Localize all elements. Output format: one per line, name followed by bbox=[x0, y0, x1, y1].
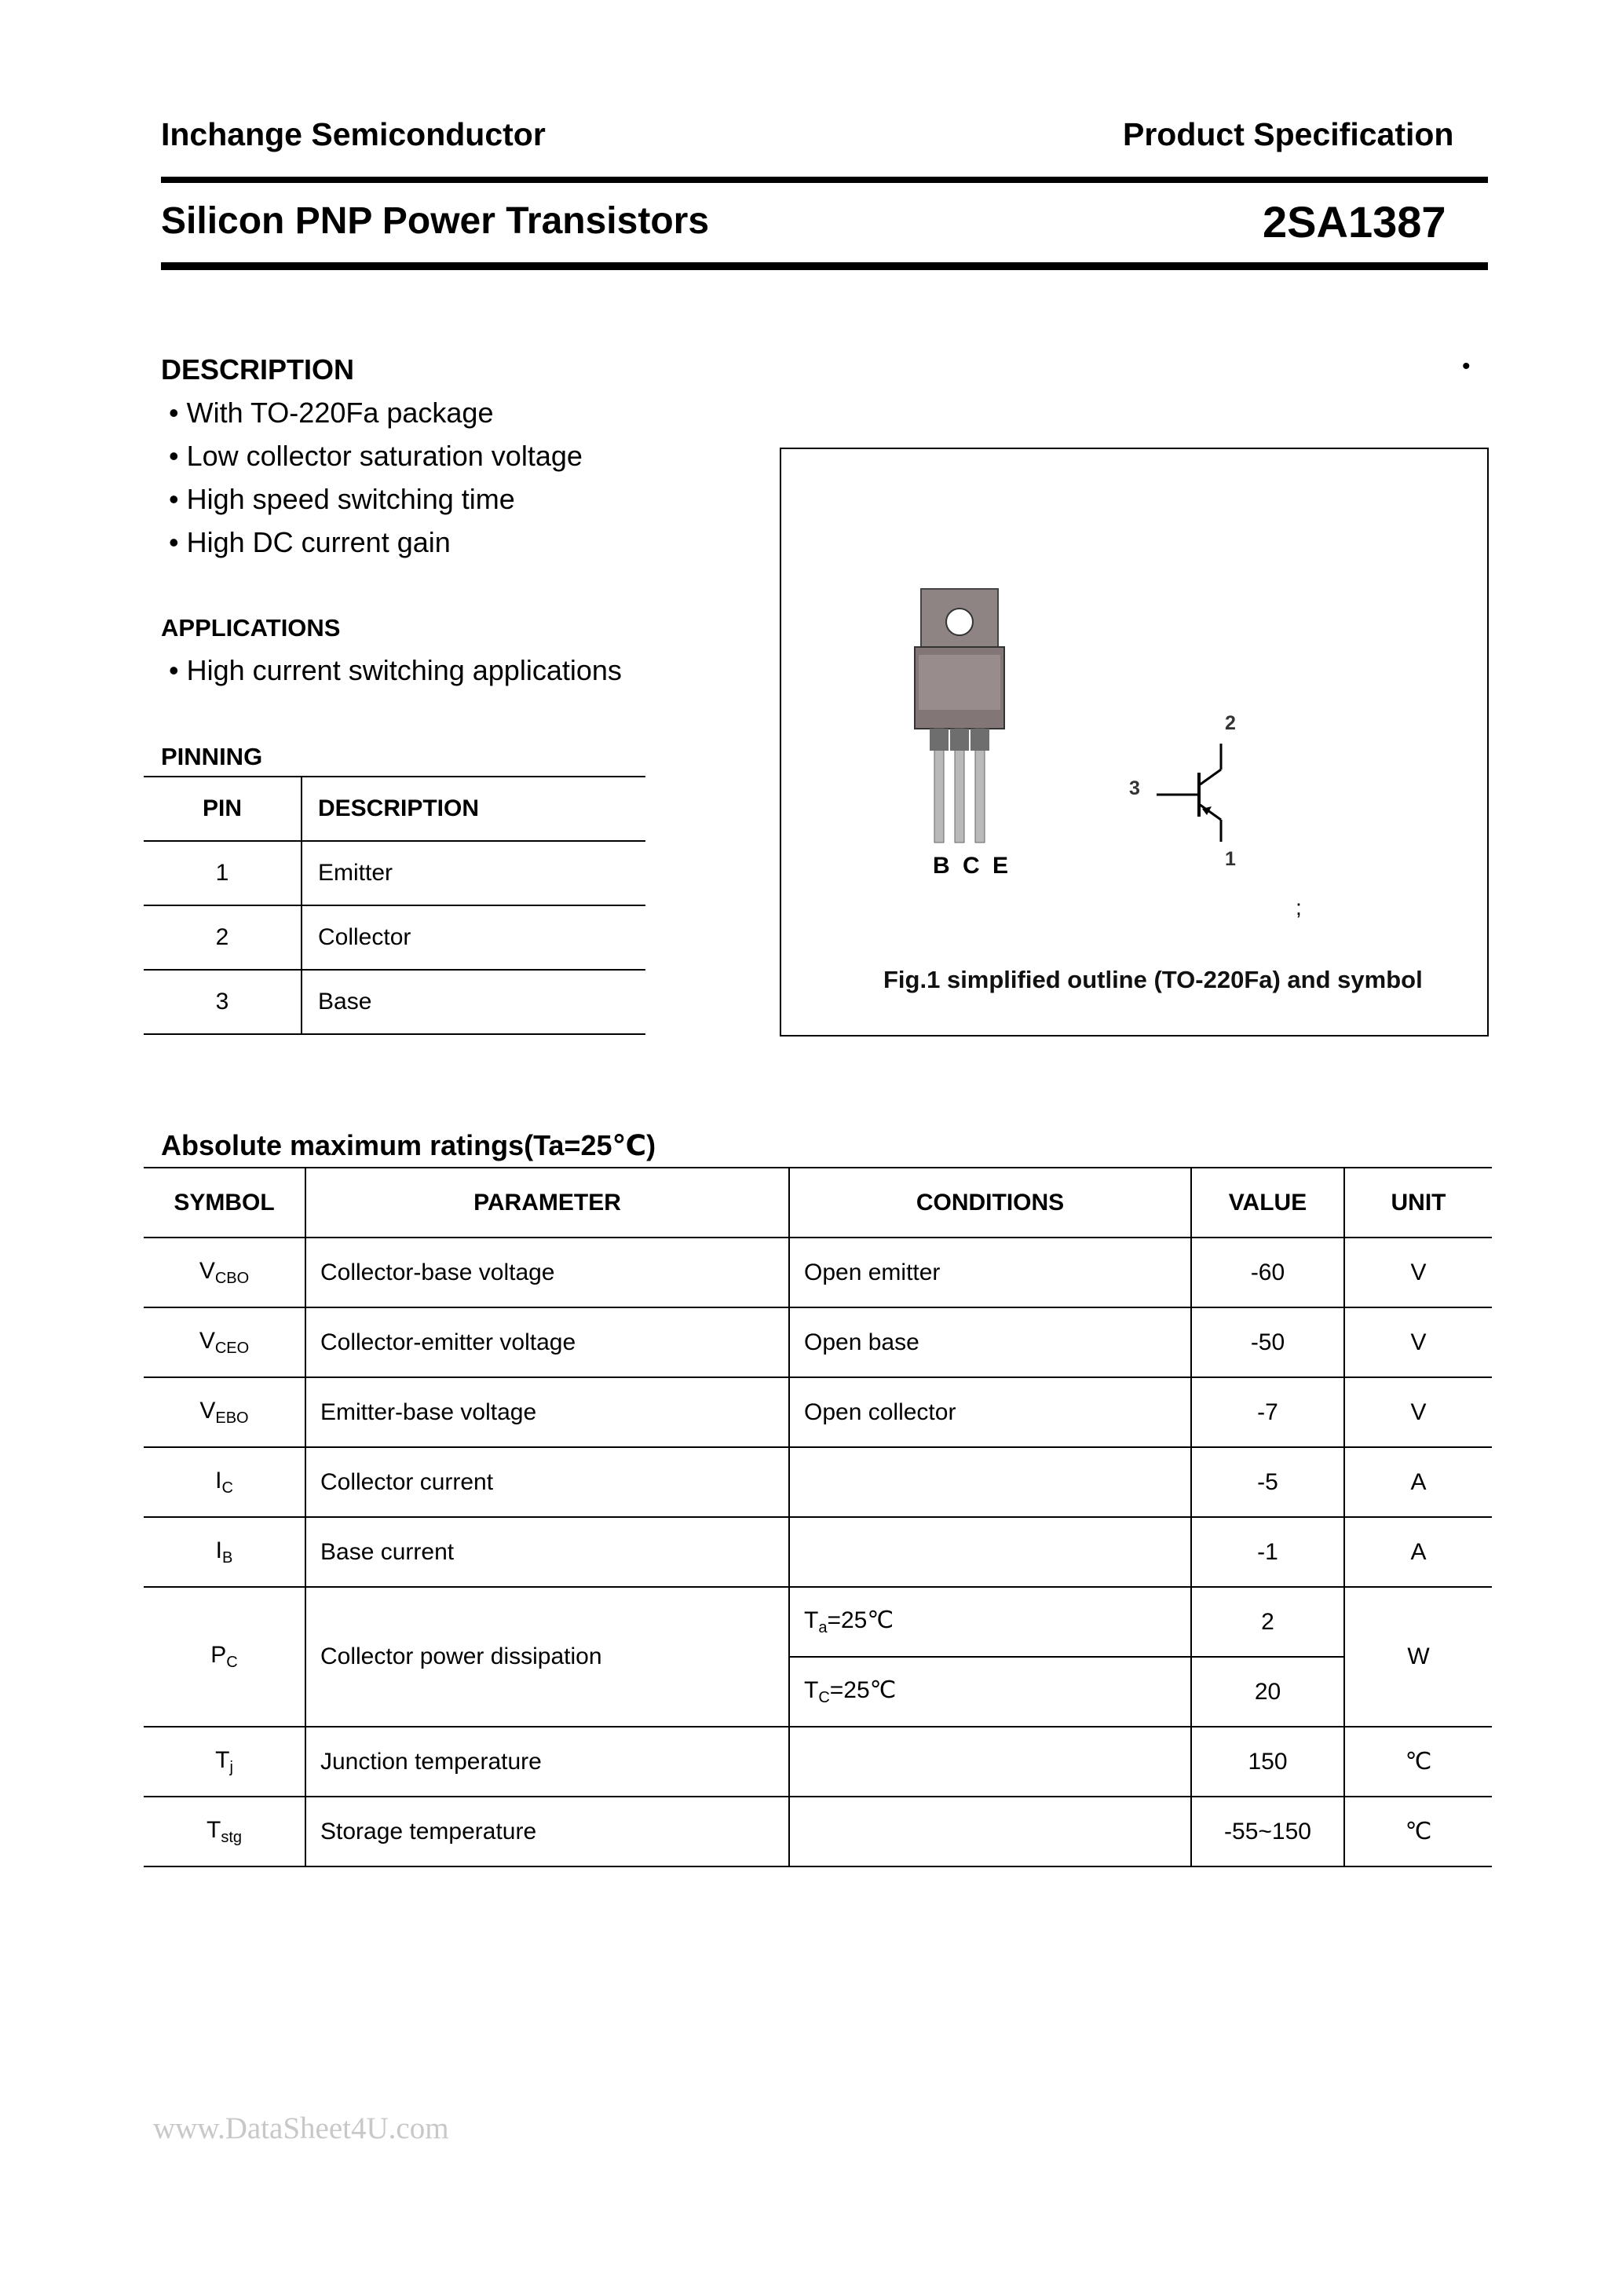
unit-cell: V bbox=[1344, 1307, 1492, 1377]
symbol-cell: $V_{CEO}$ bbox=[144, 1307, 305, 1377]
conditions-cell bbox=[789, 1727, 1191, 1797]
conditions-cell: Open base bbox=[789, 1307, 1191, 1377]
symbol-emitter-label: 1 bbox=[1225, 848, 1236, 870]
ratings-title: Absolute maximum ratings(Ta=25℃) bbox=[161, 1129, 656, 1161]
parameter-cell: Collector-base voltage bbox=[305, 1238, 789, 1307]
ratings-table bbox=[144, 1167, 1492, 1867]
conditions-cell: Open collector bbox=[789, 1377, 1191, 1447]
unit-cell: A bbox=[1344, 1447, 1492, 1517]
table-row bbox=[144, 1587, 1492, 1657]
header-description: DESCRIPTION bbox=[302, 777, 645, 841]
unit-cell: W bbox=[1344, 1587, 1492, 1727]
header-value: VALUE bbox=[1191, 1168, 1344, 1238]
table-row bbox=[144, 1517, 1492, 1587]
description-title: DESCRIPTION bbox=[161, 353, 355, 386]
parameter-cell: Collector current bbox=[305, 1447, 789, 1517]
table-header-row bbox=[144, 777, 645, 841]
conditions-cell: $T_C=25℃$ bbox=[789, 1657, 1191, 1727]
description-item: • With TO-220Fa package bbox=[169, 397, 494, 429]
table-row bbox=[144, 1238, 1492, 1307]
header-pin: PIN bbox=[144, 777, 302, 841]
unit-cell: V bbox=[1344, 1238, 1492, 1307]
symbol-cell: $T_j$ bbox=[144, 1727, 305, 1797]
table-row bbox=[144, 841, 645, 905]
pinning-title: PINNING bbox=[161, 743, 263, 770]
pin-description: Collector bbox=[302, 905, 645, 970]
table-row bbox=[144, 1447, 1492, 1517]
description-item: • Low collector saturation voltage bbox=[169, 440, 583, 472]
pin-description: Base bbox=[302, 970, 645, 1034]
corner-dot: • bbox=[1462, 353, 1471, 379]
pin-number: 1 bbox=[144, 841, 302, 905]
value-cell: -60 bbox=[1191, 1238, 1344, 1307]
parameter-cell: Storage temperature bbox=[305, 1797, 789, 1866]
doc-type: Product Specification bbox=[1123, 116, 1454, 152]
unit-cell: A bbox=[1344, 1517, 1492, 1587]
value-cell: -7 bbox=[1191, 1377, 1344, 1447]
table-row bbox=[144, 1307, 1492, 1377]
symbol-cell: $V_{EBO}$ bbox=[144, 1377, 305, 1447]
unit-cell: ℃ bbox=[1344, 1727, 1492, 1797]
parameter-cell: Base current bbox=[305, 1517, 789, 1587]
header-parameter: PARAMETER bbox=[305, 1168, 789, 1238]
table-row bbox=[144, 1797, 1492, 1866]
parameter-cell: Collector power dissipation bbox=[305, 1587, 789, 1727]
table-row bbox=[144, 970, 645, 1034]
header-rule-bottom bbox=[161, 262, 1488, 270]
value-cell: -5 bbox=[1191, 1447, 1344, 1517]
table-row bbox=[144, 1377, 1492, 1447]
table-row bbox=[144, 1727, 1492, 1797]
part-number: 2SA1387 bbox=[1263, 197, 1446, 247]
pin-description: Emitter bbox=[302, 841, 645, 905]
figure-mark: ; bbox=[1296, 895, 1302, 919]
header-conditions: CONDITIONS bbox=[789, 1168, 1191, 1238]
value-cell: -50 bbox=[1191, 1307, 1344, 1377]
symbol-cell: $I_B$ bbox=[144, 1517, 305, 1587]
unit-cell: V bbox=[1344, 1377, 1492, 1447]
value-cell: 150 bbox=[1191, 1727, 1344, 1797]
unit-cell: ℃ bbox=[1344, 1797, 1492, 1866]
conditions-cell: $T_a=25℃$ bbox=[789, 1587, 1191, 1657]
description-item: • High speed switching time bbox=[169, 483, 515, 515]
pin-labels: B C E bbox=[933, 853, 1011, 879]
conditions-cell: Open emitter bbox=[789, 1238, 1191, 1307]
parameter-cell: Junction temperature bbox=[305, 1727, 789, 1797]
value-cell: 20 bbox=[1191, 1657, 1344, 1727]
symbol-cell: $P_C$ bbox=[144, 1587, 305, 1727]
header-rule-top bbox=[161, 177, 1488, 183]
watermark-link[interactable]: www.DataSheet4U.com bbox=[153, 2111, 449, 2145]
parameter-cell: Emitter-base voltage bbox=[305, 1377, 789, 1447]
conditions-cell bbox=[789, 1447, 1191, 1517]
table-row bbox=[144, 905, 645, 970]
transistor-symbol bbox=[781, 449, 1490, 1038]
product-line: Silicon PNP Power Transistors bbox=[161, 200, 710, 242]
conditions-cell bbox=[789, 1797, 1191, 1866]
symbol-cell: $V_{CBO}$ bbox=[144, 1238, 305, 1307]
table-header-row bbox=[144, 1168, 1492, 1238]
header-unit: UNIT bbox=[1344, 1168, 1492, 1238]
value-cell: -1 bbox=[1191, 1517, 1344, 1587]
pinning-table bbox=[144, 776, 645, 1035]
description-item: • High DC current gain bbox=[169, 526, 451, 558]
company-name: Inchange Semiconductor bbox=[161, 116, 546, 152]
figure-box bbox=[780, 448, 1489, 1036]
applications-title: APPLICATIONS bbox=[161, 614, 341, 642]
symbol-cell: $I_C$ bbox=[144, 1447, 305, 1517]
header-symbol: SYMBOL bbox=[144, 1168, 305, 1238]
symbol-collector-label: 2 bbox=[1225, 712, 1236, 734]
application-item: • High current switching applications bbox=[169, 654, 622, 686]
symbol-cell: $T_{stg}$ bbox=[144, 1797, 305, 1866]
pin-number: 3 bbox=[144, 970, 302, 1034]
symbol-base-label: 3 bbox=[1129, 777, 1140, 799]
figure-caption: Fig.1 simplified outline (TO-220Fa) and symbol bbox=[883, 966, 1423, 993]
parameter-cell: Collector-emitter voltage bbox=[305, 1307, 789, 1377]
value-cell: 2 bbox=[1191, 1587, 1344, 1657]
pin-number: 2 bbox=[144, 905, 302, 970]
conditions-cell bbox=[789, 1517, 1191, 1587]
value-cell: -55~150 bbox=[1191, 1797, 1344, 1866]
